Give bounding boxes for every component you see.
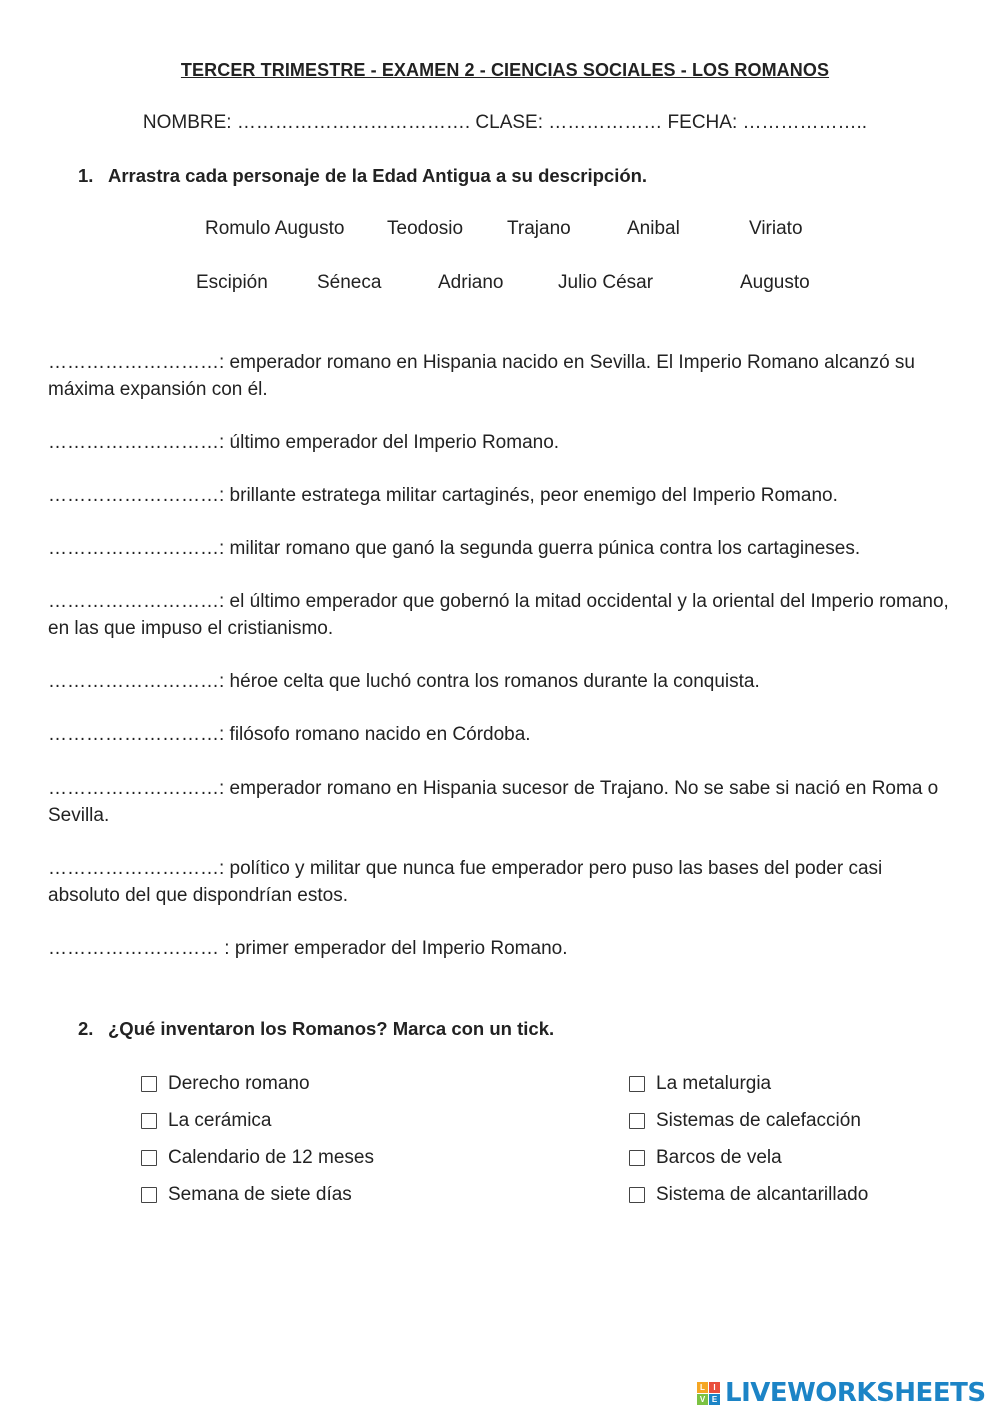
description-item[interactable]: ……………………… : primer emperador del Imperio Romano.: [48, 938, 568, 959]
checkbox-option[interactable]: [629, 1073, 771, 1095]
checkbox-icon[interactable]: [141, 1187, 157, 1203]
liveworksheets-logo: [697, 1378, 986, 1408]
word-bank-item[interactable]: Séneca: [317, 272, 382, 293]
word-bank-item[interactable]: Julio César: [558, 272, 654, 293]
checkbox-icon[interactable]: [629, 1113, 645, 1129]
question-2-heading: [78, 1018, 554, 1040]
description-item[interactable]: ………………………: brillante estratega militar cartaginés, peor enemigo del Imperio Romano.: [48, 485, 838, 506]
description-item[interactable]: ………………………: héroe celta que luchó contra los romanos durante la conquista.: [48, 671, 760, 692]
student-info-line: NOMBRE: ………………………………. CLASE: ……………… FECHA: ………………..: [142, 112, 868, 133]
logo-mark-letter: E: [709, 1394, 720, 1405]
question-1-text: Arrastra cada personaje de la Edad Antigua a su descripción.: [108, 165, 648, 186]
question-1-number: 1.: [78, 165, 94, 186]
question-2-text: ¿Qué inventaron los Romanos? Marca con un tick.: [108, 1018, 555, 1039]
checkbox-option[interactable]: [141, 1184, 352, 1206]
description-item[interactable]: ………………………: emperador romano en Hispania sucesor de Trajano. No se sabe si nació en Roma o Sevilla.: [48, 778, 939, 826]
word-bank-item[interactable]: Viriato: [749, 218, 803, 239]
description-item[interactable]: ………………………: emperador romano en Hispania nacido en Sevilla. El Imperio Romano alcanzó su máxima expansión con él.: [48, 352, 915, 400]
checkbox-label: Barcos de vela: [656, 1147, 782, 1168]
checkbox-option[interactable]: [141, 1110, 272, 1132]
word-bank-item[interactable]: Teodosio: [387, 218, 464, 239]
checkbox-icon[interactable]: [141, 1113, 157, 1129]
description-item[interactable]: ………………………: último emperador del Imperio Romano.: [48, 432, 560, 453]
logo-mark-letter: L: [697, 1382, 708, 1393]
checkbox-option[interactable]: [629, 1147, 782, 1169]
question-1-heading: [78, 165, 647, 187]
word-bank-item[interactable]: Adriano: [438, 272, 504, 293]
logo-mark-letter: I: [709, 1382, 720, 1393]
logo-mark-icon: [697, 1382, 720, 1405]
page-title: TERCER TRIMESTRE - EXAMEN 2 - CIENCIAS SOCIALES - LOS ROMANOS: [180, 60, 830, 80]
logo-text: LIVEWORKSHEETS: [725, 1378, 986, 1408]
checkbox-label: Sistema de alcantarillado: [656, 1184, 869, 1205]
word-bank-item[interactable]: Escipión: [196, 272, 268, 293]
word-bank-item[interactable]: Romulo Augusto: [205, 218, 345, 239]
checkbox-label: La cerámica: [168, 1110, 272, 1131]
checkbox-label: La metalurgia: [656, 1073, 772, 1094]
word-bank-item[interactable]: Augusto: [740, 272, 810, 293]
checkbox-label: Derecho romano: [168, 1073, 310, 1094]
checkbox-option[interactable]: [629, 1110, 861, 1132]
word-bank-item[interactable]: Trajano: [507, 218, 571, 239]
checkbox-icon[interactable]: [629, 1187, 645, 1203]
checkbox-icon[interactable]: [141, 1150, 157, 1166]
logo-mark-letter: V: [697, 1394, 708, 1405]
question-2-number: 2.: [78, 1018, 94, 1039]
checkbox-icon[interactable]: [629, 1076, 645, 1092]
description-item[interactable]: ………………………: el último emperador que gobernó la mitad occidental y la oriental del Imperio romano, en las que impuso el cristianismo.: [48, 591, 949, 639]
checkbox-option[interactable]: [629, 1184, 868, 1206]
checkbox-option[interactable]: [141, 1147, 374, 1169]
description-item[interactable]: ………………………: político y militar que nunca fue emperador pero puso las bases del poder casi absoluto del que dispondrían estos.: [48, 858, 883, 906]
word-bank-item[interactable]: Anibal: [627, 218, 680, 239]
checkbox-label: Sistemas de calefacción: [656, 1110, 861, 1131]
checkbox-option[interactable]: [141, 1073, 310, 1095]
checkbox-icon[interactable]: [141, 1076, 157, 1092]
checkbox-icon[interactable]: [629, 1150, 645, 1166]
checkbox-label: Semana de siete días: [168, 1184, 352, 1205]
checkbox-label: Calendario de 12 meses: [168, 1147, 374, 1168]
description-item[interactable]: ………………………: filósofo romano nacido en Córdoba.: [48, 724, 531, 745]
description-item[interactable]: ………………………: militar romano que ganó la segunda guerra púnica contra los cartagineses.: [48, 538, 861, 559]
